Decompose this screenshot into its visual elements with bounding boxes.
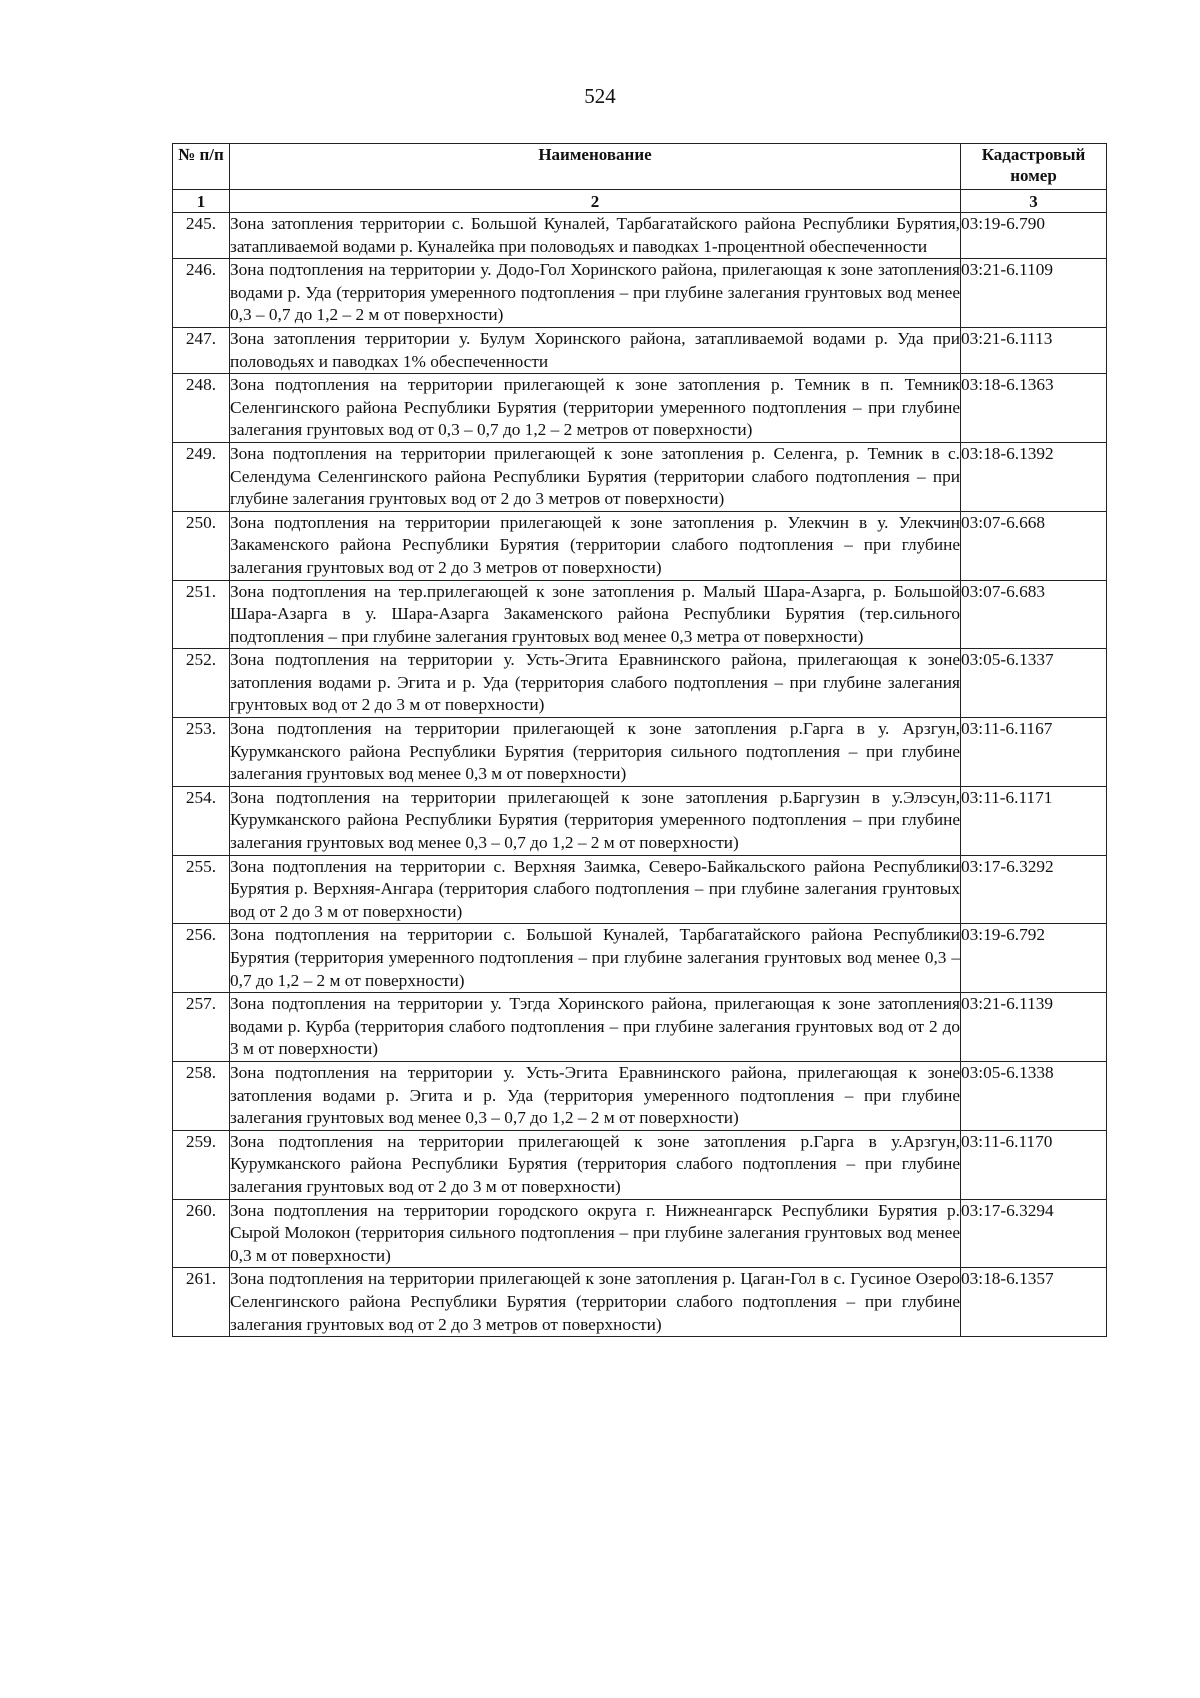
table-row — [173, 1130, 1107, 1199]
table-row — [173, 786, 1107, 855]
table-row — [173, 511, 1107, 580]
row-cadastral-number: 03:07-6.683 — [961, 580, 1107, 649]
row-description: Зона подтопления на территории у. Додо-Гол Хоринского района, прилегающая к зоне затопления водами р. Уда (территория умеренного подтопления – при глубине залегания грунтовых вод менее 0,3 – 0,7 до 1,2 – 2 м от поверхности) — [230, 260, 960, 325]
row-cadastral-number: 03:18-6.1363 — [961, 374, 1107, 443]
row-number: 248. — [173, 374, 230, 443]
row-number: 254. — [173, 786, 230, 855]
row-number: 249. — [173, 442, 230, 511]
row-number: 251. — [173, 580, 230, 649]
table-row — [173, 993, 1107, 1062]
row-description-cell — [230, 649, 961, 718]
row-description-cell — [230, 993, 961, 1062]
row-description: Зона подтопления на территории у. Тэгда Хоринского района, прилегающая к зоне затопления водами р. Курба (территория слабого подтопления – при глубине залегания грунтовых вод от 2 до 3 м от поверхности) — [230, 994, 960, 1059]
row-description-cell — [230, 327, 961, 373]
row-cadastral-number: 03:11-6.1170 — [961, 1130, 1107, 1199]
table-row — [173, 1061, 1107, 1130]
table-row — [173, 924, 1107, 993]
row-number: 260. — [173, 1199, 230, 1268]
row-number: 253. — [173, 718, 230, 787]
table-row — [173, 1199, 1107, 1268]
row-cadastral-number: 03:05-6.1338 — [961, 1061, 1107, 1130]
row-description-cell — [230, 213, 961, 259]
row-description: Зона затопления территории у. Булум Хоринского района, затапливаемой водами р. Уда при половодьях и паводках 1% обеспеченности — [230, 328, 960, 371]
row-number: 255. — [173, 855, 230, 924]
row-cadastral-number: 03:21-6.1113 — [961, 327, 1107, 373]
table-body — [173, 213, 1107, 1337]
row-description-cell — [230, 1061, 961, 1130]
row-description-cell — [230, 580, 961, 649]
row-description-cell — [230, 855, 961, 924]
row-number: 258. — [173, 1061, 230, 1130]
table-row — [173, 374, 1107, 443]
table-row — [173, 1268, 1107, 1337]
row-description: Зона подтопления на тер.прилегающей к зоне затопления р. Малый Шара-Азарга, р. Большой Шара-Азарга в у. Шара-Азарга Закаменского района Республики Бурятия (тер.сильного подтопления – при глубине залегания грунтовых вод менее 0,3 метра от поверхности) — [230, 581, 960, 646]
row-cadastral-number: 03:19-6.792 — [961, 924, 1107, 993]
row-description: Зона подтопления на территории прилегающей к зоне затопления р.Баргузин в у.Элэсун, Курумканского района Республики Бурятия (территория умеренного подтопления – при глубине залегания грунтовых вод менее 0,3 – 0,7 до 1,2 – 2 м от поверхности) — [230, 787, 960, 853]
row-description: Зона подтопления на территории прилегающей к зоне затопления р.Гарга в у. Арзгун, Курумканского района Республики Бурятия (территория сильного подтопления – при глубине залегания грунтовых вод менее 0,3 м от поверхности) — [230, 719, 960, 784]
row-description-cell — [230, 786, 961, 855]
table-row — [173, 718, 1107, 787]
row-number: 257. — [173, 993, 230, 1062]
row-description-cell — [230, 511, 961, 580]
row-description: Зона подтопления на территории прилегающей к зоне затопления р. Темник в п. Темник Селенгинского района Республики Бурятия (территории умеренного подтопления – при глубине залегания грунтовых вод от 0,3 – 0,7 до 1,2 – 2 метров от поверхности) — [230, 375, 960, 440]
row-number: 246. — [173, 259, 230, 328]
row-cadastral-number: 03:11-6.1171 — [961, 786, 1107, 855]
header-cadastral: Кадастровый номер — [961, 144, 1107, 190]
row-cadastral-number: 03:17-6.3294 — [961, 1199, 1107, 1268]
row-description-cell — [230, 718, 961, 787]
row-cadastral-number: 03:07-6.668 — [961, 511, 1107, 580]
row-description: Зона подтопления на территории прилегающей к зоне затопления р. Цаган-Гол в с. Гусиное Озеро Селенгинского района Республики Бурятия (территории слабого подтопления – при глубине залегания грунтовых вод от 2 до 3 метров от поверхности) — [230, 1269, 960, 1334]
column-number: 1 — [173, 190, 230, 213]
column-number: 3 — [961, 190, 1107, 213]
table-row — [173, 327, 1107, 373]
column-number: 2 — [230, 190, 961, 213]
row-cadastral-number: 03:18-6.1357 — [961, 1268, 1107, 1337]
table-row — [173, 442, 1107, 511]
row-description: Зона подтопления на территории у. Усть-Эгита Еравнинского района, прилегающая к зоне затопления водами р. Эгита и р. Уда (территория слабого подтопления – при глубине залегания грунтовых вод от 2 до 3 м от поверхности) — [230, 650, 960, 715]
row-description: Зона подтопления на территории городского округа г. Нижнеангарск Республики Бурятия р. Сырой Молокон (территория сильного подтопления – при глубине залегания грунтовых вод менее 0,3 м от поверхности) — [230, 1200, 960, 1265]
row-cadastral-number: 03:17-6.3292 — [961, 855, 1107, 924]
row-description-cell — [230, 1130, 961, 1199]
row-description-cell — [230, 1199, 961, 1268]
row-number: 256. — [173, 924, 230, 993]
zones-table — [172, 143, 1107, 1337]
row-number: 261. — [173, 1268, 230, 1337]
table-row — [173, 855, 1107, 924]
row-number: 247. — [173, 327, 230, 373]
row-description: Зона затопления территории с. Большой Куналей, Тарбагатайского района Республики Бурятия, затапливаемой водами р. Куналейка при половодьях и паводках 1-процентной обеспеченности — [230, 214, 960, 256]
row-cadastral-number: 03:21-6.1109 — [961, 259, 1107, 328]
table-row — [173, 213, 1107, 259]
row-cadastral-number: 03:05-6.1337 — [961, 649, 1107, 718]
row-description: Зона подтопления на территории прилегающей к зоне затопления р. Улекчин в у. Улекчин Закаменского района Республики Бурятия (территории слабого подтопления – при глубине залегания грунтовых вод от 2 до 3 метров от поверхности) — [230, 512, 960, 577]
row-description-cell — [230, 374, 961, 443]
row-description: Зона подтопления на территории прилегающей к зоне затопления р.Гарга в у.Арзгун, Курумканского района Республики Бурятия (территория слабого подтопления – при глубине залегания грунтовых вод от 2 до 3 м от поверхности) — [230, 1131, 960, 1196]
row-description-cell — [230, 259, 961, 328]
header-name: Наименование — [230, 144, 961, 190]
row-cadastral-number: 03:21-6.1139 — [961, 993, 1107, 1062]
table-row — [173, 259, 1107, 328]
row-description-cell — [230, 924, 961, 993]
row-cadastral-number: 03:11-6.1167 — [961, 718, 1107, 787]
table-row — [173, 580, 1107, 649]
row-number: 245. — [173, 213, 230, 259]
table-header-row — [173, 144, 1107, 190]
row-description: Зона подтопления на территории с. Большой Куналей, Тарбагатайского района Республики Бурятия (территория умеренного подтопления – при глубине залегания грунтовых вод менее 0,3 – 0,7 до 1,2 – 2 м от поверхности) — [230, 925, 960, 990]
row-number: 252. — [173, 649, 230, 718]
row-number: 259. — [173, 1130, 230, 1199]
row-cadastral-number: 03:19-6.790 — [961, 213, 1107, 259]
row-description: Зона подтопления на территории у. Усть-Эгита Еравнинского района, прилегающая к зоне затопления водами р. Эгита и р. Уда (территория умеренного подтопления – при глубине залегания грунтовых вод менее 0,3 – 0,7 до 1,2 – 2 м от поверхности) — [230, 1062, 960, 1128]
row-description: Зона подтопления на территории прилегающей к зоне затопления р. Селенга, р. Темник в с. Селендума Селенгинского района Республики Бурятия (территории слабого подтопления – при глубине залегания грунтовых вод от 2 до 3 метров от поверхности) — [230, 443, 960, 509]
column-number-row — [173, 190, 1107, 213]
row-description-cell — [230, 1268, 961, 1337]
row-number: 250. — [173, 511, 230, 580]
row-description: Зона подтопления на территории с. Верхняя Заимка, Северо-Байкальского района Республики Бурятия р. Верхняя-Ангара (территория слабого подтопления – при глубине залегания грунтовых вод от 2 до 3 м от поверхности) — [230, 856, 960, 921]
row-cadastral-number: 03:18-6.1392 — [961, 442, 1107, 511]
table-row — [173, 649, 1107, 718]
row-description-cell — [230, 442, 961, 511]
header-num: № п/п — [173, 144, 230, 190]
page-number: 524 — [584, 84, 616, 108]
